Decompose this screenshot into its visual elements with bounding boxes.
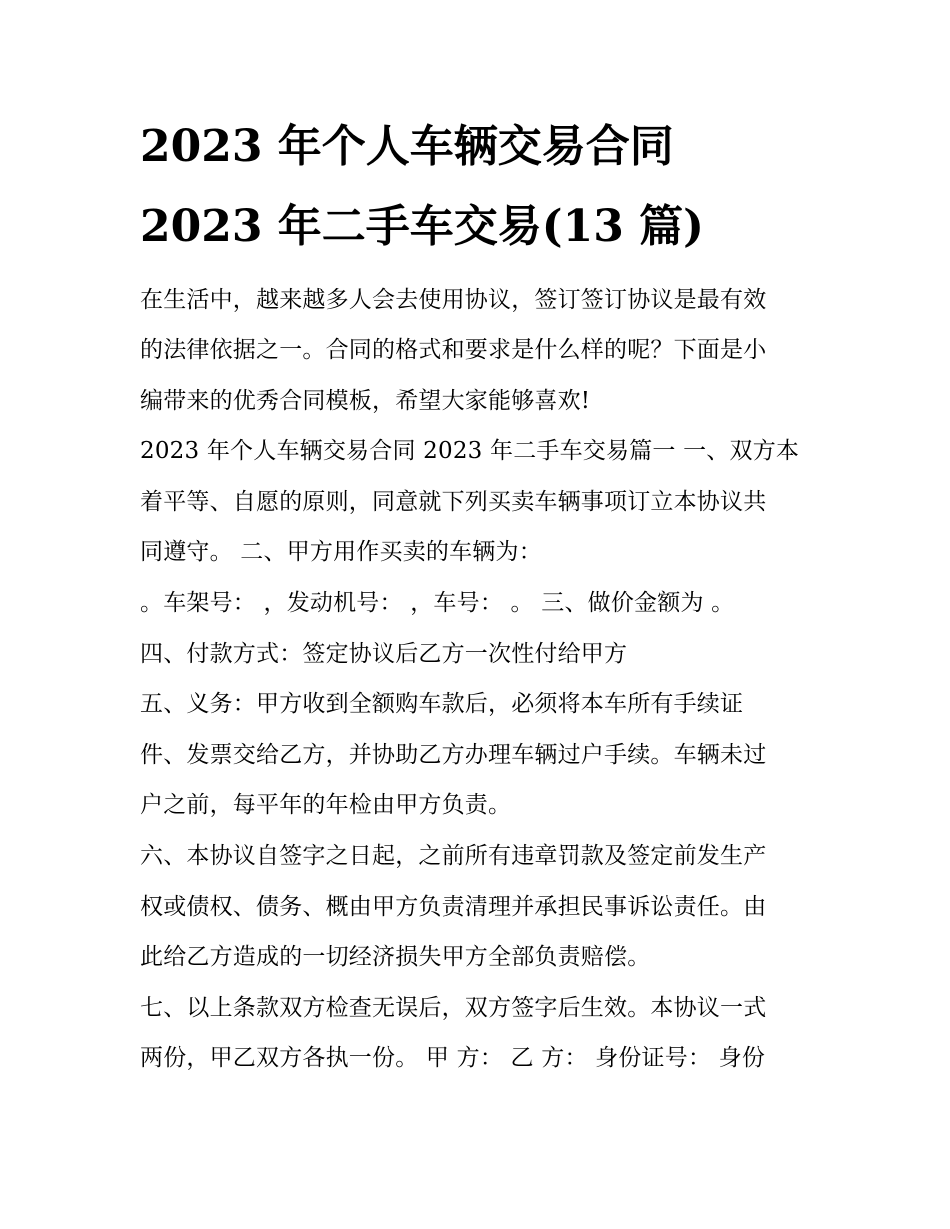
document-title-line-2: 2023 年二手车交易(13 篇) <box>140 201 704 252</box>
body-text-line: 同遵守。 二、甲方用作买卖的车辆为： <box>140 539 542 565</box>
body-text-line: 七、以上条款双方检查无误后，双方签字后生效。本协议一式 <box>140 995 767 1021</box>
body-text-line: 在生活中，越来越多人会去使用协议，签订签订协议是最有效 <box>140 287 767 313</box>
body-text-line: 四、付款方式：签定协议后乙方一次性付给甲方 <box>140 641 628 667</box>
body-text-line: 两份，甲乙双方各执一份。 甲 方： 乙 方： 身份证号： 身份 <box>140 1045 766 1071</box>
body-text-line: 户之前，每平年的年检由甲方负责。 <box>140 792 512 818</box>
body-text-line: 此给乙方造成的一切经济损失甲方全部负责赔偿。 <box>140 944 651 970</box>
document-title-line-1: 2023 年个人车辆交易合同 <box>140 121 674 172</box>
body-text-line: 2023 年个人车辆交易合同 2023 年二手车交易篇一 一、双方本 <box>140 438 800 464</box>
body-text-line: 编带来的优秀合同模板，希望大家能够喜欢! <box>140 388 591 414</box>
body-text-line: 权或债权、债务、概由甲方负责清理并承担民事诉讼责任。由 <box>140 894 767 920</box>
body-text-line: 五、义务：甲方收到全额购车款后，必须将本车所有手续证 <box>140 691 744 717</box>
body-text-line: 六、本协议自签字之日起，之前所有违章罚款及签定前发生产 <box>140 843 767 869</box>
body-text-line: 的法律依据之一。合同的格式和要求是什么样的呢？下面是小 <box>140 337 767 363</box>
body-text-line: 件、发票交给乙方，并协助乙方办理车辆过户手续。车辆未过 <box>140 742 767 768</box>
body-text-line: 着平等、自愿的原则，同意就下列买卖车辆事项订立本协议共 <box>140 489 767 515</box>
body-text-line: 。车架号： ，发动机号： ，车号： 。 三、做价金额为 。 <box>140 590 735 616</box>
